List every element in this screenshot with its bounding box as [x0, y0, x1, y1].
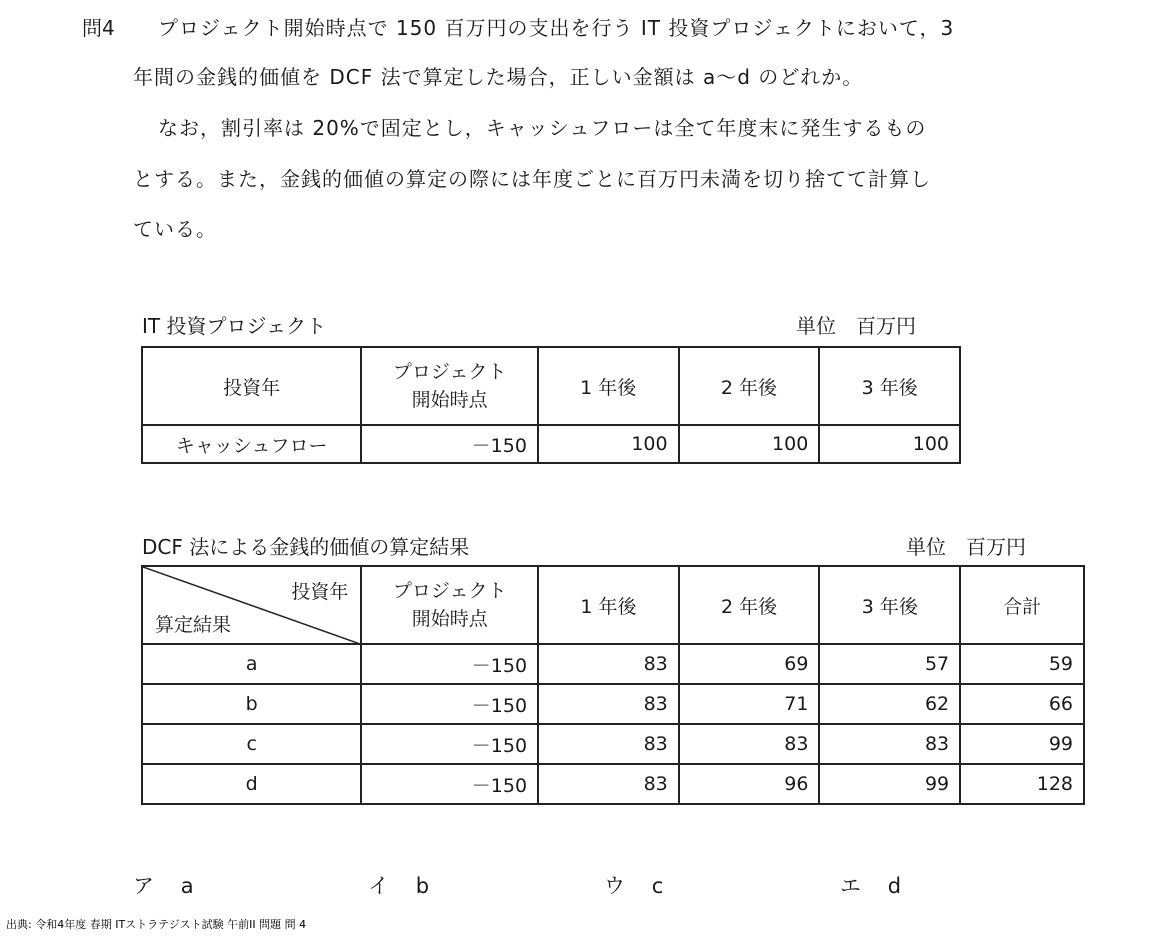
table2-header-start [361, 566, 538, 644]
table1-header-year3: 3 年後 [819, 347, 960, 425]
table-cell: 83 [819, 724, 960, 764]
choice-kana: イ [368, 874, 389, 898]
choice-c[interactable] [604, 870, 663, 900]
table1-start-line2: 開始時点 [411, 389, 488, 411]
table-cell: 96 [679, 764, 820, 804]
table2-start-line2: 開始時点 [411, 608, 488, 630]
table1-row-label: キャッシュフロー [142, 425, 361, 463]
table-cell: －150 [361, 425, 538, 463]
question-line-1: プロジェクト開始時点で 150 百万円の支出を行う IT 投資プロジェクトにおいて，3 [158, 16, 955, 40]
table-row [142, 724, 1084, 764]
table-row [142, 764, 1084, 804]
row-label: a [142, 644, 361, 684]
table-cell: 66 [960, 684, 1084, 724]
choice-letter: c [651, 874, 664, 898]
table-row [142, 684, 1084, 724]
table2-diagonal-header [142, 566, 361, 644]
choice-a[interactable] [133, 870, 194, 900]
table1-header-label: 投資年 [142, 347, 361, 425]
table1-header-row [142, 347, 960, 425]
table1-cashflow-row [142, 425, 960, 463]
choice-kana: ア [133, 874, 154, 898]
question-number: 問4 [82, 16, 115, 40]
choice-b[interactable] [368, 870, 429, 900]
question-line-3: なお，割引率は 20%で固定とし，キャッシュフローは全て年度末に発生するもの [158, 116, 927, 140]
choice-d[interactable] [840, 870, 901, 900]
table-cell: －150 [361, 644, 538, 684]
table-cell: 71 [679, 684, 820, 724]
table2-title: DCF 法による金銭的価値の算定結果 [142, 535, 470, 559]
question-line-4: とする。また，金銭的価値の算定の際には年度ごとに百万円未満を切り捨てて計算し [133, 167, 931, 191]
table-cell: 83 [538, 764, 679, 804]
table1-title: IT 投資プロジェクト [142, 314, 327, 338]
choice-kana: ウ [604, 874, 625, 898]
table2-header-row [142, 566, 1084, 644]
table2-header-year3: 3 年後 [819, 566, 960, 644]
table-row [142, 644, 1084, 684]
diag-bottom-label: 算定結果 [155, 614, 232, 636]
choice-letter: a [180, 874, 194, 898]
table-cell: 100 [679, 425, 820, 463]
table2-header-total: 合計 [960, 566, 1084, 644]
table2-header-year1: 1 年後 [538, 566, 679, 644]
table-cell: －150 [361, 764, 538, 804]
row-label: b [142, 684, 361, 724]
table-cell: 57 [819, 644, 960, 684]
table-cell: 99 [819, 764, 960, 804]
question-line-2: 年間の金銭的価値を DCF 法で算定した場合，正しい金額は a〜d のどれか。 [133, 65, 864, 89]
table-cell: 100 [819, 425, 960, 463]
table-cell: 59 [960, 644, 1084, 684]
row-label: c [142, 724, 361, 764]
table-cell: 100 [538, 425, 679, 463]
table2-header-year2: 2 年後 [679, 566, 820, 644]
table1-header-year1: 1 年後 [538, 347, 679, 425]
source-citation: 出典: 令和4年度 春期 ITストラテジスト試験 午前II 問題 問 4 [6, 918, 307, 931]
table-cell: 83 [538, 684, 679, 724]
table1-header-year2: 2 年後 [679, 347, 820, 425]
table1-header-start [361, 347, 538, 425]
choice-letter: d [887, 874, 902, 898]
table-cell: －150 [361, 724, 538, 764]
table-cell: 69 [679, 644, 820, 684]
choice-letter: b [415, 874, 430, 898]
table-cell: 83 [538, 644, 679, 684]
table2-start-line1: プロジェクト [392, 580, 507, 602]
table-cell: 83 [679, 724, 820, 764]
choice-kana: エ [840, 874, 861, 898]
table1-unit: 単位 百万円 [796, 314, 916, 338]
table-cell: 62 [819, 684, 960, 724]
row-label: d [142, 764, 361, 804]
dcf-results-table [141, 565, 1085, 805]
table-cell: 83 [538, 724, 679, 764]
question-line-5: ている。 [133, 217, 217, 241]
diag-top-label: 投資年 [291, 581, 349, 603]
investment-table [141, 346, 961, 464]
table1-start-line1: プロジェクト [392, 361, 507, 383]
table-cell: 99 [960, 724, 1084, 764]
table2-unit: 単位 百万円 [906, 535, 1026, 559]
table-cell: －150 [361, 684, 538, 724]
table-cell: 128 [960, 764, 1084, 804]
